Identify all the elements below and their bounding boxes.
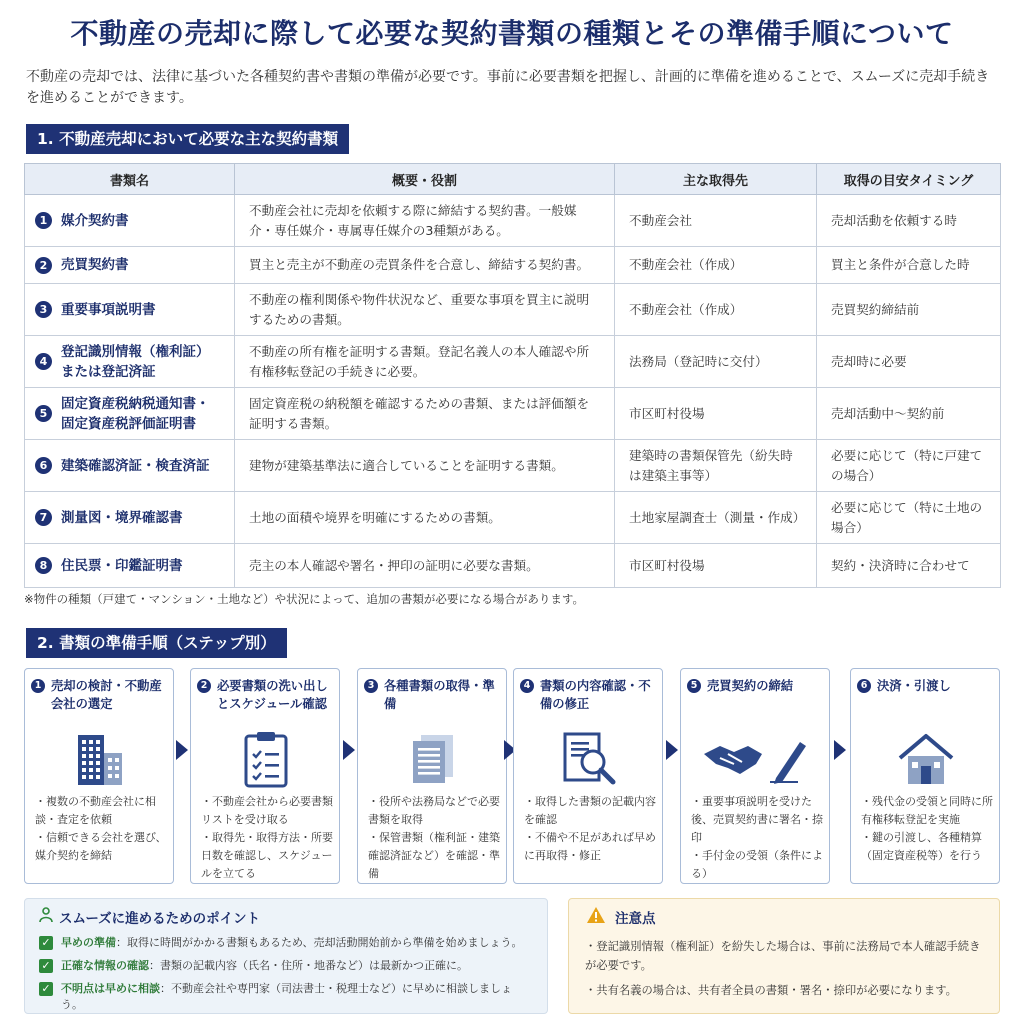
number-badge: 3 (35, 301, 52, 318)
checkbox-checked-icon: ✓ (39, 959, 53, 973)
source-cell: 法務局（登記時に交付） (615, 336, 817, 388)
step-bullet: ・取得先・取得方法・所要日数を確認し、スケジュールを立てる (201, 831, 333, 880)
document-name: 登記識別情報（権利証）または登記済証 (61, 343, 210, 380)
point-label: 早めの準備 (61, 936, 116, 949)
timing-cell: 買主と条件が合意した時 (817, 247, 1001, 284)
summary-cell: 土地の面積や境界を明確にするための書類。 (235, 492, 615, 544)
step-title: 各種書類の取得・準備 (384, 679, 495, 711)
step-card (850, 668, 1000, 884)
step-number-badge: 4 (520, 679, 534, 693)
documents-table (24, 163, 1001, 588)
document-name-cell (25, 544, 235, 588)
house-icon (851, 719, 1001, 799)
step-card (513, 668, 663, 884)
document-name-cell (25, 388, 235, 440)
table-row (25, 336, 1001, 388)
table-row (25, 247, 1001, 284)
checkbox-checked-icon: ✓ (39, 936, 53, 950)
step-bullet: ・役所や法務局などで必要書類を取得 (368, 795, 500, 826)
section1-heading: 1. 不動産売却において必要な主な契約書類 (26, 124, 349, 154)
source-cell: 建築時の書類保管先（紛失時は建築主事等） (615, 440, 817, 492)
timing-cell: 売却活動中〜契約前 (817, 388, 1001, 440)
intro-text: 不動産の売却では、法律に基づいた各種契約書や書類の準備が必要です。事前に必要書類を把握し、計画的に準備を進めることで、スムーズに売却手続きを進めることができます。 (26, 69, 990, 106)
point-label: 不明点は早めに相談 (61, 982, 160, 995)
section2-heading: 2. 書類の準備手順（ステップ別） (26, 628, 287, 658)
summary-cell: 買主と売主が不動産の売買条件を合意し、締結する契約書。 (235, 247, 615, 284)
point-item (39, 958, 533, 974)
points-box (24, 898, 548, 1014)
number-badge: 7 (35, 509, 52, 526)
caution-item: ・共有名義の場合は、共有者全員の書類・署名・捺印が必要になります。 (585, 984, 957, 997)
timing-cell: 必要に応じて（特に土地の場合） (817, 492, 1001, 544)
summary-cell: 固定資産税の納税額を確認するための書類、または評価額を証明する書類。 (235, 388, 615, 440)
handshake-pen-icon (681, 719, 831, 799)
source-cell: 市区町村役場 (615, 388, 817, 440)
summary-cell: 不動産の権利関係や物件状況など、重要な事項を買主に説明するための書類。 (235, 284, 615, 336)
step-bullet: ・不動産会社から必要書類リストを受け取る (201, 795, 333, 826)
document-name-cell (25, 492, 235, 544)
document-name: 媒介契約書 (61, 212, 129, 229)
document-name-cell (25, 195, 235, 247)
number-badge: 5 (35, 405, 52, 422)
column-header: 書類名 (25, 164, 235, 195)
document-name: 重要事項説明書 (61, 301, 156, 318)
step-arrow-icon (666, 740, 678, 760)
step-title: 決済・引渡し (877, 679, 951, 693)
summary-cell: 建物が建築基準法に適合していることを証明する書類。 (235, 440, 615, 492)
source-cell: 不動産会社 (615, 195, 817, 247)
document-name-cell (25, 336, 235, 388)
point-label: 正確な情報の確認 (61, 959, 149, 972)
building-icon (25, 719, 175, 799)
step-title: 売却の検討・不動産会社の選定 (51, 679, 162, 711)
number-badge: 2 (35, 257, 52, 274)
step-card (680, 668, 830, 884)
document-name-cell (25, 247, 235, 284)
checkbox-checked-icon: ✓ (39, 982, 53, 996)
steps-flow (24, 668, 1000, 884)
warning-icon (587, 907, 605, 927)
point-text: ：不動産会社や専門家（司法書士・税理士など）に早めに相談しましょう。 (61, 982, 512, 1011)
column-header: 主な取得先 (615, 164, 817, 195)
document-name: 測量図・境界確認書 (61, 509, 183, 526)
step-card (357, 668, 507, 884)
step-bullet: ・複数の不動産会社に相談・査定を依頼 (35, 795, 156, 826)
step-bullet: ・手付金の受領（条件による） (691, 849, 823, 880)
points-title: スムーズに進めるためのポイント (59, 911, 261, 927)
caution-box (568, 898, 1000, 1014)
step-bullet: ・重要事項説明を受けた後、売買契約書に署名・捺印 (691, 795, 823, 844)
timing-cell: 売買契約締結前 (817, 284, 1001, 336)
step-bullet: ・不備や不足があれば早めに再取得・修正 (524, 831, 656, 862)
step-bullet: ・取得した書類の記載内容を確認 (524, 795, 656, 826)
source-cell: 市区町村役場 (615, 544, 817, 588)
step-card (24, 668, 174, 884)
table-row (25, 544, 1001, 588)
timing-cell: 契約・決済時に合わせて (817, 544, 1001, 588)
step-number-badge: 6 (857, 679, 871, 693)
summary-cell: 売主の本人確認や署名・押印の証明に必要な書類。 (235, 544, 615, 588)
step-bullet: ・保管書類（権利証・建築確認済証など）を確認・準備 (368, 831, 500, 880)
documents-icon (358, 719, 508, 799)
step-bullet: ・残代金の受領と同時に所有権移転登記を実施 (861, 795, 993, 826)
number-badge: 8 (35, 557, 52, 574)
summary-cell: 不動産の所有権を証明する書類。登記名義人の本人確認や所有権移転登記の手続きに必要。 (235, 336, 615, 388)
step-title: 書類の内容確認・不備の修正 (540, 679, 651, 711)
table-row (25, 440, 1001, 492)
document-name-cell (25, 440, 235, 492)
source-cell: 土地家屋調査士（測量・作成） (615, 492, 817, 544)
document-name-cell (25, 284, 235, 336)
document-search-icon (514, 719, 664, 799)
timing-cell: 売却時に必要 (817, 336, 1001, 388)
step-number-badge: 2 (197, 679, 211, 693)
step-bullet: ・信頼できる会社を選び、媒介契約を締結 (35, 831, 167, 862)
timing-cell: 売却活動を依頼する時 (817, 195, 1001, 247)
step-bullet: ・鍵の引渡し、各種精算（固定資産税等）を行う (861, 831, 982, 862)
table-header-row (25, 164, 1001, 195)
step-arrow-icon (834, 740, 846, 760)
step-card (190, 668, 340, 884)
table-row (25, 492, 1001, 544)
step-title: 必要書類の洗い出しとスケジュール確認 (217, 679, 328, 711)
point-text: ：書類の記載内容（氏名・住所・地番など）は最新かつ正確に。 (149, 959, 468, 972)
number-badge: 4 (35, 353, 52, 370)
column-header: 取得の目安タイミング (817, 164, 1001, 195)
source-cell: 不動産会社（作成） (615, 247, 817, 284)
table-row (25, 195, 1001, 247)
point-item (39, 935, 533, 951)
document-name: 売買契約書 (61, 257, 129, 273)
step-arrow-icon (176, 740, 188, 760)
step-number-badge: 1 (31, 679, 45, 693)
table-row (25, 388, 1001, 440)
timing-cell: 必要に応じて（特に戸建ての場合） (817, 440, 1001, 492)
step-arrow-icon (343, 740, 355, 760)
page-title: 不動産の売却に際して必要な契約書類の種類とその準備手順について (70, 17, 954, 50)
person-icon (39, 907, 53, 927)
caution-item: ・登記識別情報（権利証）を紛失した場合は、事前に法務局で本人確認手続きが必要です。 (585, 940, 981, 972)
summary-cell: 不動産会社に売却を依頼する際に締結する契約書。一般媒介・専任媒介・専属専任媒介の3種類がある。 (235, 195, 615, 247)
number-badge: 6 (35, 457, 52, 474)
step-title: 売買契約の締結 (707, 679, 794, 693)
document-name: 住民票・印鑑証明書 (61, 557, 183, 574)
column-header: 概要・役割 (235, 164, 615, 195)
step-number-badge: 3 (364, 679, 378, 693)
point-item (39, 981, 533, 1013)
table-note: ※物件の種類（戸建て・マンション・土地など）や状況によって、追加の書類が必要になる場合があります。 (24, 592, 584, 606)
number-badge: 1 (35, 212, 52, 229)
table-row (25, 284, 1001, 336)
point-text: ：取得に時間がかかる書類もあるため、売却活動開始前から準備を始めましょう。 (116, 936, 523, 949)
source-cell: 不動産会社（作成） (615, 284, 817, 336)
step-number-badge: 5 (687, 679, 701, 693)
document-name: 固定資産税納税通知書・固定資産税評価証明書 (61, 395, 210, 432)
caution-title: 注意点 (615, 911, 656, 927)
clipboard-checklist-icon (191, 719, 341, 799)
document-name: 建築確認済証・検査済証 (61, 457, 210, 474)
